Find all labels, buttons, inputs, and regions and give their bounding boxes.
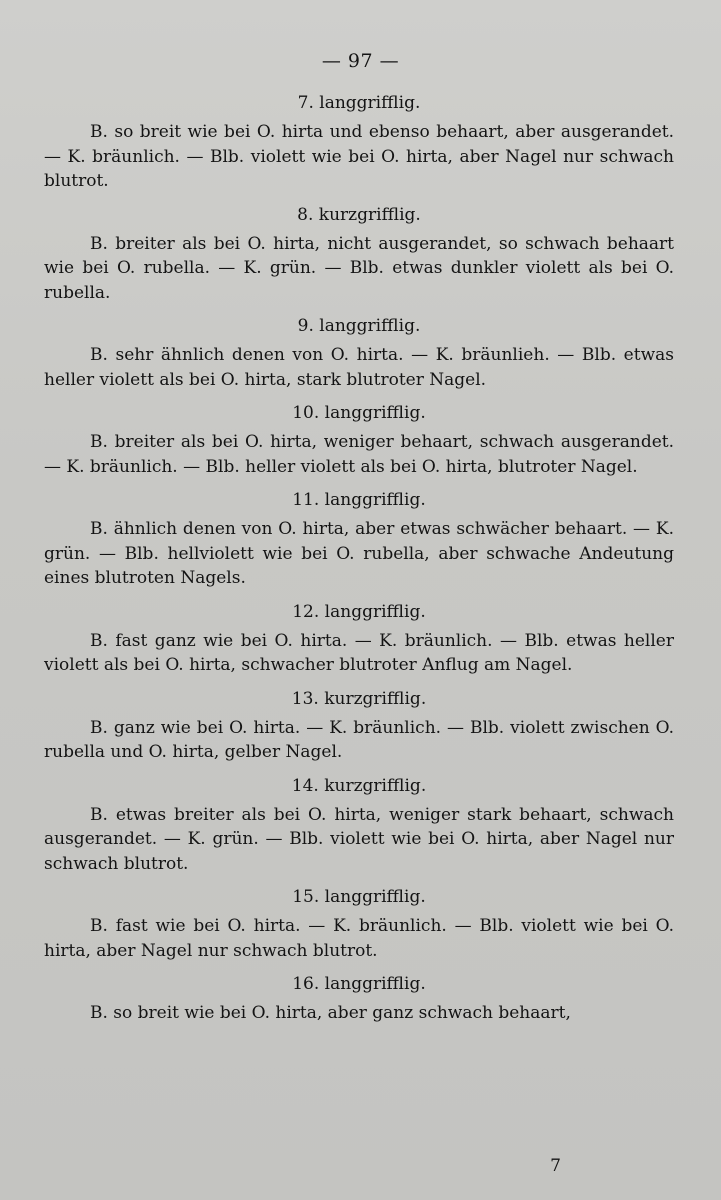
- entry-text: B. breiter als bei O. hirta, weniger behaart, schwach ausgerandet. — K. bräunlich. — Blb. heller violett als bei O. hirta, blutroter Nagel.: [44, 432, 674, 477]
- entry-heading: 7. langgrifflig.: [297, 93, 421, 113]
- entry-text: B. so breit wie bei O. hirta und ebenso behaart, aber ausgerandet. — K. bräunlich. — Blb. violett wie bei O. hirta, aber Nagel nur schwach blutrot.: [44, 122, 674, 191]
- entry-8: [44, 204, 674, 306]
- entry-9: [44, 315, 674, 392]
- entry-7: [44, 92, 674, 194]
- signature-mark: 7: [550, 1156, 561, 1176]
- entry-15: [44, 886, 674, 963]
- entry-12: [44, 601, 674, 678]
- entry-text: B. fast wie bei O. hirta. — K. bräunlich. — Blb. violett wie bei O. hirta, aber Nagel nur schwach blutrot.: [44, 916, 674, 961]
- entry-heading: 12. langgrifflig.: [292, 601, 426, 622]
- entry-heading: 11. langgrifflig.: [292, 490, 426, 510]
- entry-text: B. etwas breiter als bei O. hirta, weniger stark behaart, schwach ausgerandet. — K. grün. — Blb. violett wie bei O. hirta, aber Nagel nur schwach blutrot.: [44, 804, 674, 874]
- page-number: — 97 —: [321, 50, 400, 72]
- entry-text: B. sehr ähnlich denen von O. hirta. — K. bräunlieh. — Blb. etwas heller violett als bei O. hirta, stark blutroter Nagel.: [44, 345, 674, 390]
- entry-heading: 15. langgrifflig.: [292, 887, 426, 907]
- entry-text: B. so breit wie bei O. hirta, aber ganz schwach behaart,: [90, 1003, 571, 1023]
- entry-heading: 8. kurzgrifflig.: [297, 204, 421, 225]
- entry-14: [44, 775, 674, 877]
- entry-10: [44, 402, 674, 479]
- entry-text: B. fast ganz wie bei O. hirta. — K. bräunlich. — Blb. etwas heller violett als bei O. hirta, schwacher blutroter Anflug am Nagel.: [44, 630, 674, 675]
- entry-16: [44, 973, 674, 1026]
- entry-13: [44, 688, 674, 765]
- entry-heading: 16. langgrifflig.: [292, 974, 426, 994]
- entry-heading: 10. langgrifflig.: [292, 403, 426, 423]
- entry-text: B. breiter als bei O. hirta, nicht ausgerandet, so schwach behaart wie bei O. rubella. — K. grün. — Blb. etwas dunkler violett als bei O. rubella.: [44, 233, 674, 303]
- entry-heading: 14. kurzgrifflig.: [291, 775, 427, 796]
- entry-heading: 9. langgrifflig.: [297, 316, 421, 336]
- entry-11: [44, 489, 674, 591]
- entry-heading: 13. kurzgrifflig.: [291, 688, 427, 709]
- page-content: [44, 92, 674, 1036]
- entry-text: B. ähnlich denen von O. hirta, aber etwas schwächer behaart. — K. grün. — Blb. hellviolett wie bei O. rubella, aber schwache Andeutung eines blutroten Nagels.: [44, 519, 674, 588]
- entry-text: B. ganz wie bei O. hirta. — K. bräunlich. — Blb. violett zwischen O. rubella und O. hirta, gelber Nagel.: [44, 717, 674, 762]
